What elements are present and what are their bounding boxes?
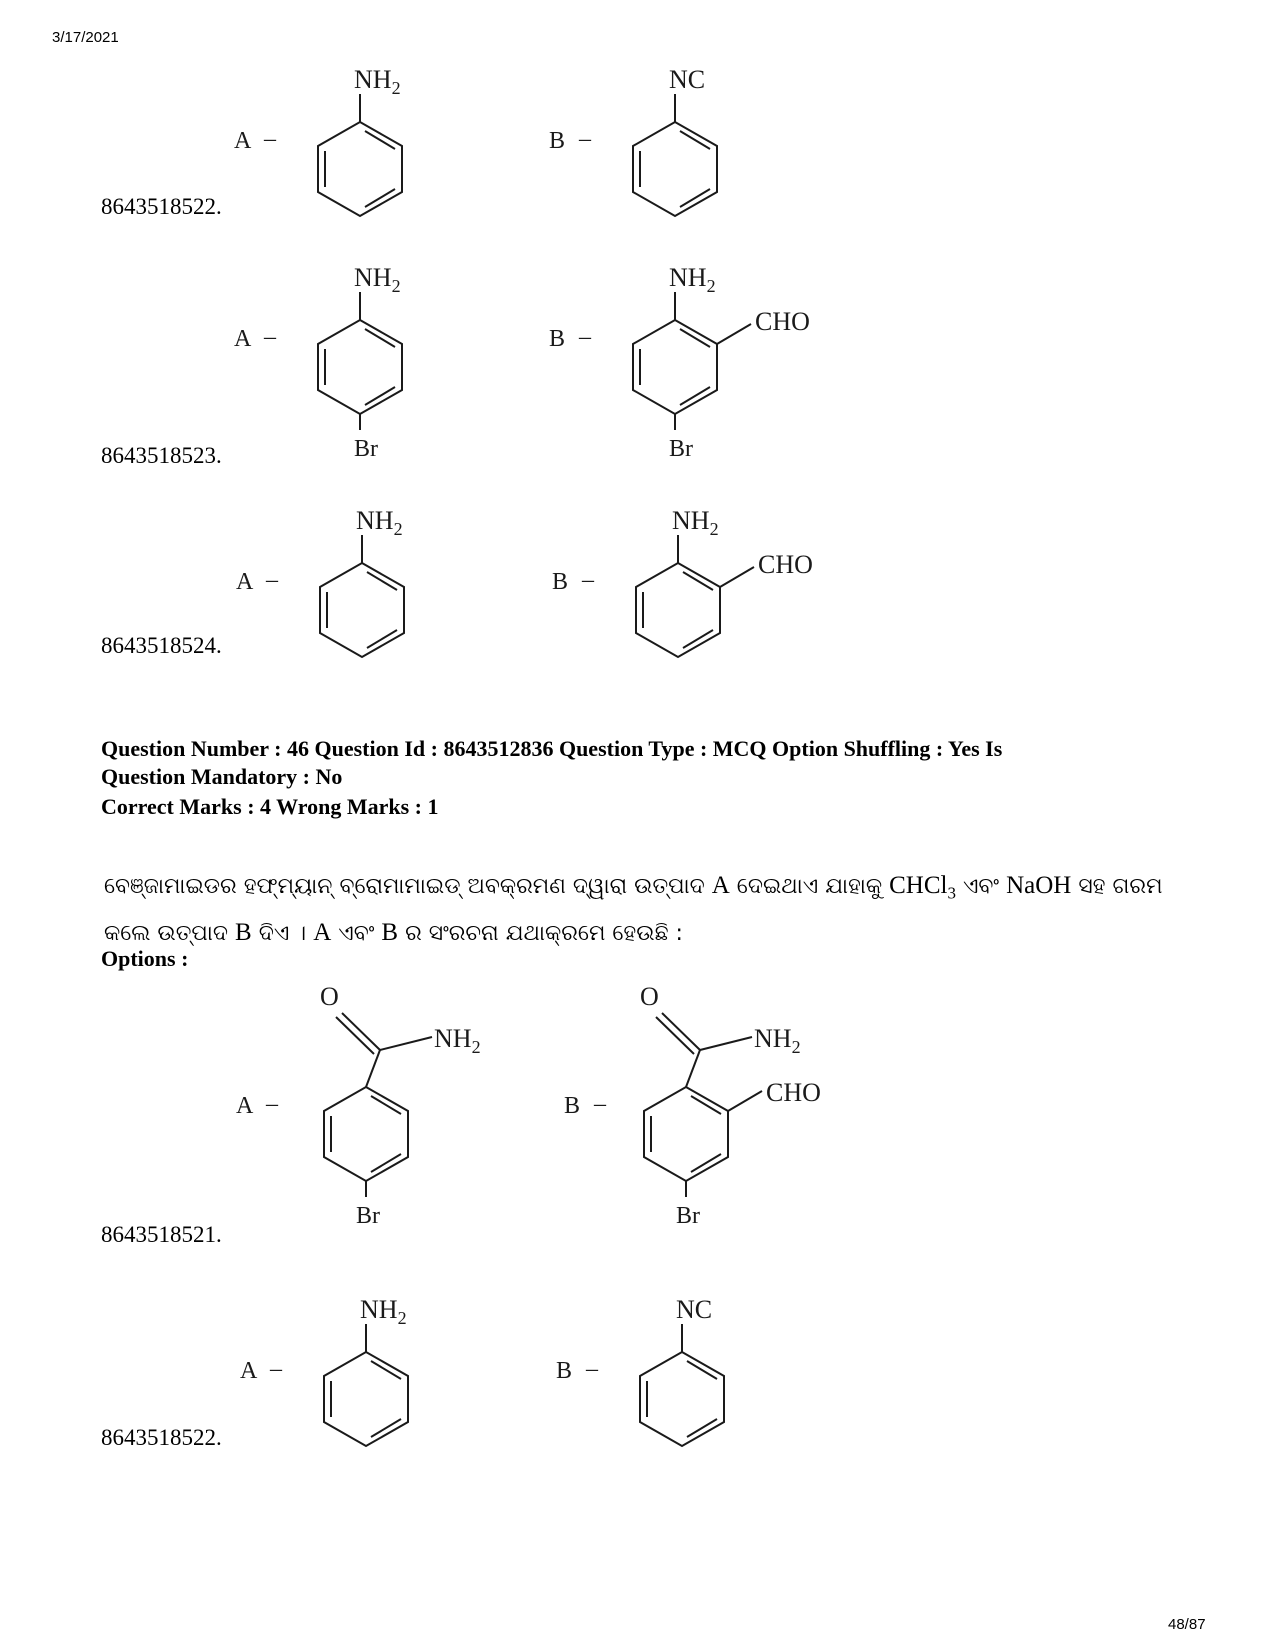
svg-text:–: –	[582, 567, 594, 593]
svg-text:–: –	[270, 1356, 282, 1382]
question-text: ବେଞ୍ଜାମାଇଡର ହଫ୍‌ମ୍ୟାନ୍ ବ୍ରୋମାମାଇଡ୍ ଅବକ୍ରମଣ ଦ୍ୱାରା ଉତ୍ପାଦ A ଦେଇଥାଏ ଯାହାକୁ CHCl$_3$ ଏବଂ NaOH ସହ ଗରମ କଲେ ଉତ୍ପାଦ B ଦିଏ । A ଏବଂ B ର ସଂରଚନା ଯଥାକ୍ରମେ ହେଉଛି :	[104, 872, 1163, 947]
svg-text:A: A	[236, 1093, 254, 1119]
option-structure-isocyanide	[545, 60, 805, 210]
option-id: 8643518521.	[101, 1222, 222, 1247]
question-meta-line1: Question Number : 46 Question Id : 8643512836 Question Type : MCQ Option Shuffling : Yes Is	[101, 736, 1003, 761]
option-structure-aniline	[232, 505, 492, 655]
svg-text:NH2: $NH_2$	[754, 1024, 801, 1057]
benzene-ring	[318, 94, 402, 216]
option-structure-isocyanide	[552, 1290, 812, 1440]
question-header	[101, 735, 1211, 791]
option-structure-amino-bromo-benzaldehyde	[545, 262, 845, 462]
svg-text:CHO: CHO	[755, 307, 810, 336]
benzene-ring	[633, 292, 751, 430]
option-structure-carbamoyl-bromo-benzaldehyde	[560, 975, 860, 1230]
svg-text:B: B	[549, 326, 566, 352]
svg-text:NC: NC	[669, 65, 706, 94]
question-meta-line2: Question Mandatory : No	[101, 764, 343, 789]
svg-text:A: A	[234, 326, 252, 352]
benzene-ring	[644, 1013, 762, 1197]
option-id: 8643518522.	[101, 1425, 222, 1450]
option-structure-aniline	[236, 1290, 496, 1440]
svg-text:A: A	[236, 569, 254, 595]
benzene-ring	[324, 1324, 408, 1446]
svg-text:NH2: $NH_2$	[356, 506, 403, 539]
svg-text:–: –	[264, 324, 276, 350]
svg-text:–: –	[579, 324, 591, 350]
svg-text:Br: Br	[356, 1203, 380, 1229]
svg-text:NH2: $NH_2$	[354, 65, 401, 98]
page-number: 48/87	[1168, 1616, 1206, 1633]
svg-text:–: –	[266, 567, 278, 593]
svg-text:NH2: $NH_2$	[360, 1295, 407, 1328]
svg-text:NH2: $NH_2$	[672, 506, 719, 539]
benzene-ring	[318, 292, 402, 430]
question-marks: Correct Marks : 4 Wrong Marks : 1	[101, 794, 439, 819]
svg-text:NH2: $NH_2$	[354, 263, 401, 296]
svg-text:B: B	[564, 1093, 581, 1119]
svg-text:–: –	[586, 1356, 598, 1382]
options-label: Options :	[101, 946, 189, 971]
svg-text:O: O	[640, 982, 659, 1011]
label-A: A	[234, 128, 252, 154]
svg-text:B: B	[552, 569, 569, 595]
option-id: 8643518522.	[101, 194, 222, 219]
svg-text:CHO: CHO	[766, 1078, 821, 1107]
benzene-ring	[633, 94, 717, 216]
svg-text:NC: NC	[676, 1295, 713, 1324]
svg-text:Br: Br	[676, 1203, 700, 1229]
option-structure-pair-aniline-isocyanide	[230, 60, 490, 210]
option-structure-aminobenzaldehyde	[548, 505, 848, 655]
svg-text:–: –	[579, 126, 591, 152]
svg-text:Br: Br	[354, 436, 378, 462]
svg-text:O: O	[320, 982, 339, 1011]
benzene-ring	[636, 535, 754, 657]
benzene-ring	[640, 1324, 724, 1446]
svg-text:–: –	[594, 1091, 606, 1117]
svg-text:–: –	[266, 1091, 278, 1117]
svg-text:B: B	[556, 1358, 573, 1384]
svg-text:A: A	[240, 1358, 258, 1384]
svg-text:–: –	[264, 126, 276, 152]
svg-text:B: B	[549, 128, 566, 154]
svg-text:NH2: $NH_2$	[434, 1024, 481, 1057]
svg-text:CHO: CHO	[758, 550, 813, 579]
svg-text:Br: Br	[669, 436, 693, 462]
option-id: 8643518523.	[101, 443, 222, 468]
option-id: 8643518524.	[101, 633, 222, 658]
benzene-ring	[320, 535, 404, 657]
benzene-ring	[324, 1013, 432, 1197]
option-structure-bromoaniline	[230, 262, 490, 462]
print-date: 3/17/2021	[52, 29, 119, 46]
svg-text:NH2: $NH_2$	[669, 263, 716, 296]
option-structure-bromobenzamide	[232, 975, 532, 1230]
